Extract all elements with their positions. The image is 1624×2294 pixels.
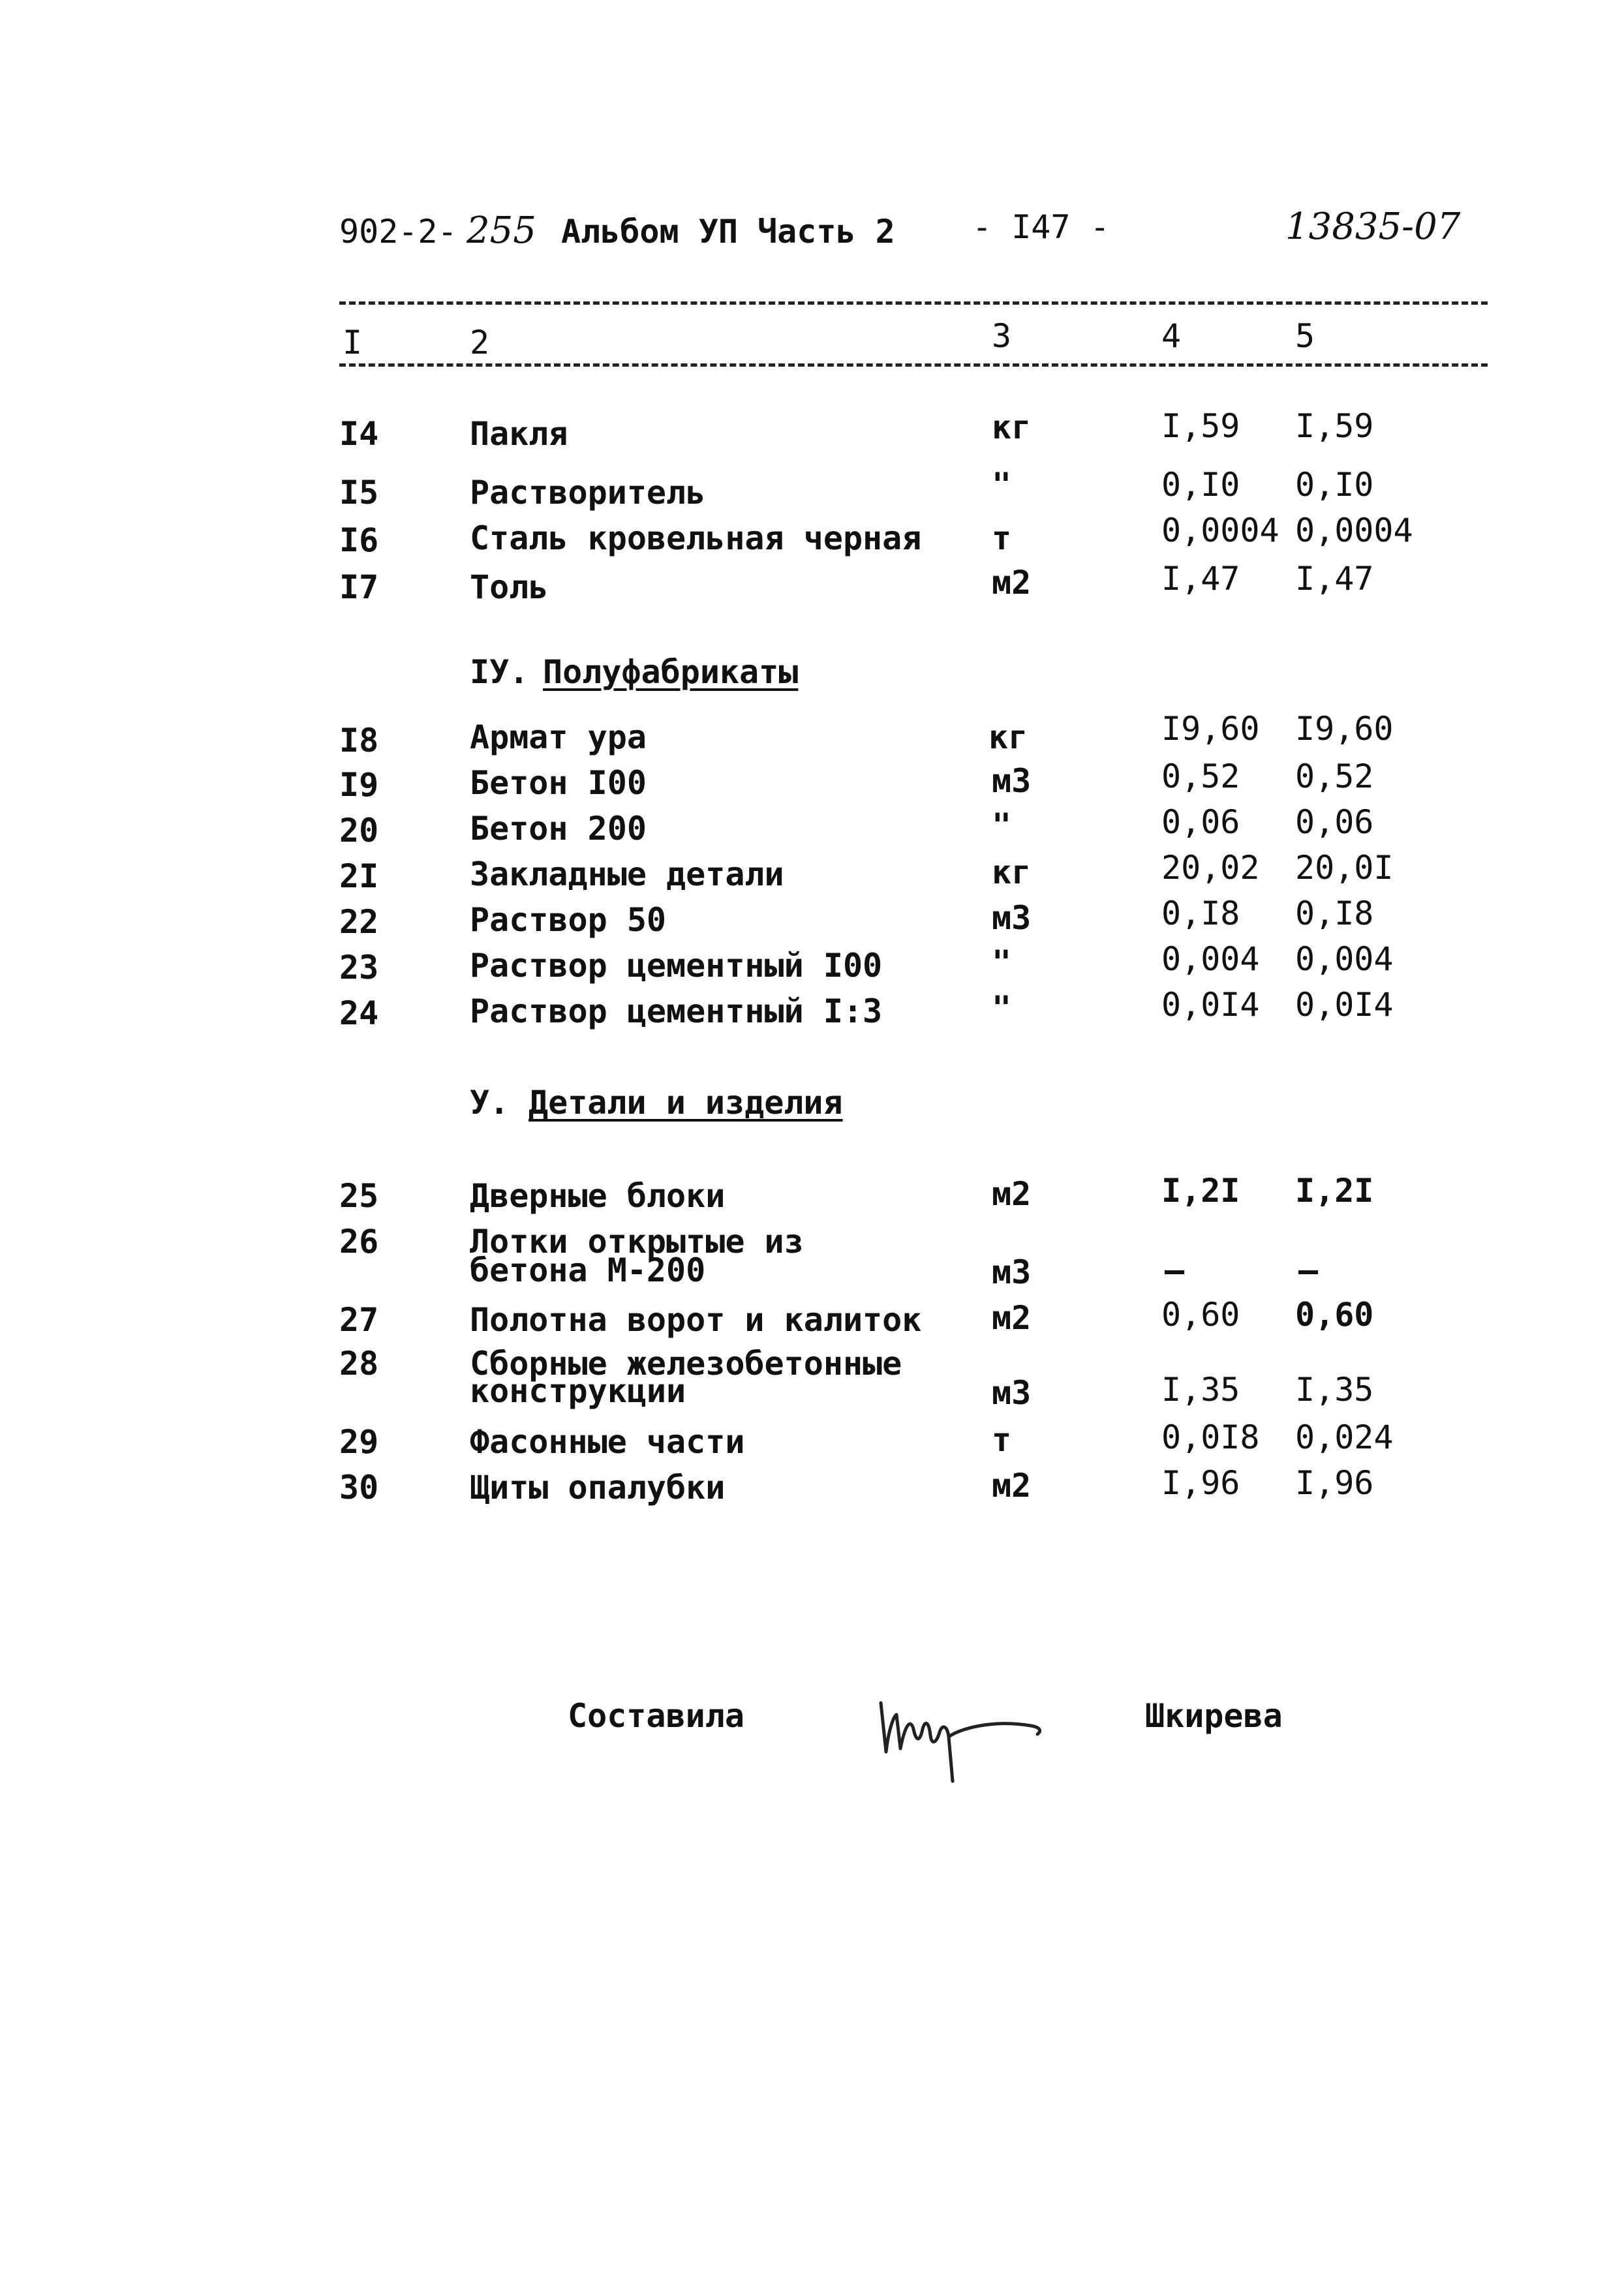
row-name: Закладные детали <box>470 855 784 893</box>
row-number: 23 <box>339 949 379 986</box>
row-value-col4: I,96 <box>1161 1464 1240 1502</box>
row-name: Сборные железобетонные <box>470 1345 902 1383</box>
page-number: - I47 - <box>972 208 1110 246</box>
row-value-col4: 0,60 <box>1161 1296 1240 1334</box>
row-value-col4: 0,0004 <box>1161 512 1279 549</box>
row-number: 20 <box>339 812 379 849</box>
row-unit: м2 <box>992 1175 1032 1213</box>
row-name: Щиты опалубки <box>470 1469 726 1506</box>
column-header-2: 2 <box>470 324 490 361</box>
column-header-5: 5 <box>1295 317 1315 355</box>
row-value-col5: I,96 <box>1295 1464 1374 1502</box>
signature-image <box>874 1690 1070 1788</box>
row-name: Сталь кровельная черная <box>470 519 922 557</box>
row-value-col4: 20,02 <box>1161 849 1260 887</box>
row-name: Пакля <box>470 415 568 453</box>
row-name: Лотки открытые из <box>470 1223 804 1261</box>
row-value-col4: 0,004 <box>1161 940 1260 978</box>
document-code: 13835-07 <box>1285 206 1461 248</box>
row-unit: " <box>992 806 1012 844</box>
row-name: Раствор 50 <box>470 901 667 939</box>
row-number: I7 <box>339 568 379 606</box>
section-v-title: Детали и изделия <box>529 1084 843 1122</box>
row-name: Бетон I00 <box>470 764 647 802</box>
row-value-col4: – <box>1165 1251 1185 1289</box>
row-value-col5: 0,004 <box>1295 940 1394 978</box>
row-value-col4: 0,I8 <box>1161 895 1240 932</box>
row-unit: " <box>992 943 1012 981</box>
row-number: I6 <box>339 521 379 559</box>
row-name: Бетон 200 <box>470 810 647 848</box>
row-value-col5: 0,52 <box>1295 757 1374 795</box>
row-unit: м3 <box>992 899 1032 937</box>
row-value-col4: 0,0I8 <box>1161 1418 1260 1456</box>
row-name: Дверные блоки <box>470 1177 726 1215</box>
row-number: 27 <box>339 1301 379 1339</box>
row-number: 30 <box>339 1469 379 1506</box>
row-unit: " <box>992 989 1012 1027</box>
row-name: Толь <box>470 568 549 606</box>
row-value-col4: 0,06 <box>1161 803 1240 841</box>
row-number: 22 <box>339 903 379 941</box>
row-value-col4: 0,52 <box>1161 757 1240 795</box>
row-name: Растворитель <box>470 474 706 512</box>
row-value-col5: 0,60 <box>1295 1296 1374 1334</box>
row-number: I5 <box>339 474 379 512</box>
album-label: Альбом УП Часть 2 <box>561 213 895 251</box>
row-value-col4: 0,0I4 <box>1161 986 1260 1024</box>
header-bottom-rule <box>339 363 1488 367</box>
compiled-by-label: Составила <box>568 1697 744 1735</box>
row-name-continuation: бетона М-200 <box>470 1251 706 1289</box>
header-top-rule <box>339 301 1488 305</box>
row-unit: м3 <box>992 762 1032 800</box>
compiler-name: Шкирева <box>1145 1697 1283 1735</box>
row-value-col5: 0,I0 <box>1295 466 1374 504</box>
row-value-col4: I,35 <box>1161 1371 1240 1409</box>
row-unit: м2 <box>992 1467 1032 1505</box>
row-number: 26 <box>339 1223 379 1261</box>
row-value-col5: I,59 <box>1295 407 1374 445</box>
row-unit: кг <box>992 408 1032 446</box>
section-v-numeral: У. <box>470 1084 510 1122</box>
row-unit: т <box>992 519 1012 557</box>
row-name: Полотна ворот и калиток <box>470 1301 922 1339</box>
series-prefix: 902-2- <box>339 213 457 251</box>
row-unit: м2 <box>992 564 1032 602</box>
row-unit: м3 <box>992 1253 1032 1291</box>
column-header-3: 3 <box>992 317 1012 355</box>
row-value-col5: 0,06 <box>1295 803 1374 841</box>
row-number: I4 <box>339 415 379 453</box>
row-value-col5: I,2I <box>1295 1172 1374 1210</box>
row-name: Раствор цементный I00 <box>470 947 883 985</box>
row-value-col5: 20,0I <box>1295 849 1394 887</box>
row-value-col5: I9,60 <box>1295 710 1394 748</box>
row-value-col5: 0,0004 <box>1295 512 1413 549</box>
row-name: Фасонные части <box>470 1423 745 1461</box>
row-number: 2I <box>339 857 379 895</box>
row-value-col4: 0,I0 <box>1161 466 1240 504</box>
row-value-col5: 0,0I4 <box>1295 986 1394 1024</box>
section-iv-title: Полуфабрикаты <box>543 653 799 691</box>
section-iv-numeral: IУ. <box>470 653 529 691</box>
row-value-col4: I,2I <box>1161 1172 1240 1210</box>
row-number: 29 <box>339 1423 379 1461</box>
row-number: 24 <box>339 994 379 1032</box>
row-number: 25 <box>339 1177 379 1215</box>
row-unit: кг <box>992 853 1032 891</box>
row-number: I8 <box>339 722 379 759</box>
row-unit: т <box>992 1421 1012 1459</box>
column-header-1: I <box>343 324 363 361</box>
row-number: 28 <box>339 1345 379 1383</box>
series-handwritten: 255 <box>467 209 536 252</box>
row-value-col5: – <box>1298 1251 1319 1289</box>
row-unit: м2 <box>992 1299 1032 1337</box>
row-unit: кг <box>988 718 1028 756</box>
row-number: I9 <box>339 766 379 804</box>
row-value-col4: I9,60 <box>1161 710 1260 748</box>
row-value-col5: I,35 <box>1295 1371 1374 1409</box>
row-value-col5: 0,I8 <box>1295 895 1374 932</box>
row-name: Раствор цементный I:3 <box>470 992 883 1030</box>
row-name: Армат ура <box>470 718 647 756</box>
row-name-continuation: конструкции <box>470 1372 686 1410</box>
row-value-col5: I,47 <box>1295 560 1374 598</box>
row-value-col5: 0,024 <box>1295 1418 1394 1456</box>
row-unit: " <box>992 466 1012 504</box>
column-header-4: 4 <box>1161 317 1182 355</box>
row-unit: м3 <box>992 1374 1032 1412</box>
row-value-col4: I,59 <box>1161 407 1240 445</box>
row-value-col4: I,47 <box>1161 560 1240 598</box>
